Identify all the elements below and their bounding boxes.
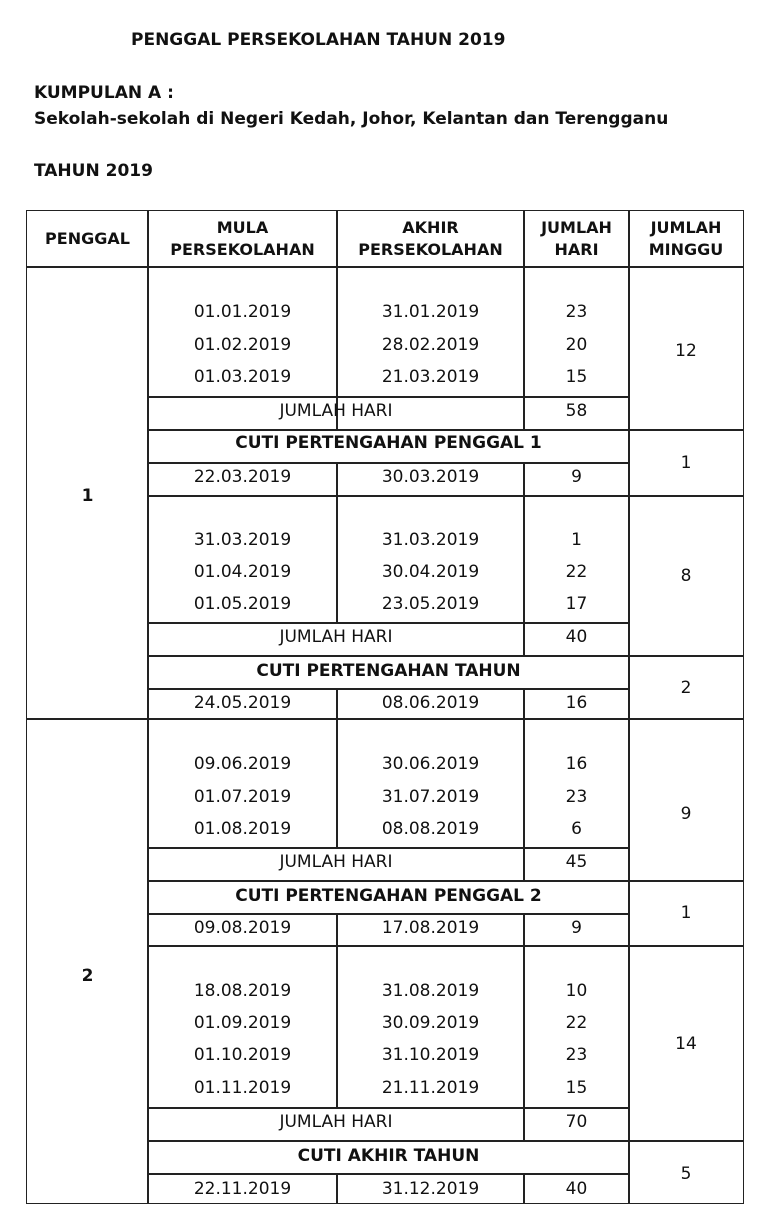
holiday-title: CUTI PERTENGAHAN TAHUN <box>256 661 521 681</box>
column-divider <box>336 211 338 267</box>
week-count: 8 <box>680 566 692 586</box>
day-count: 15 <box>565 1078 588 1098</box>
row-divider <box>147 622 629 624</box>
day-count: 10 <box>565 981 588 1001</box>
date-start: 01.09.2019 <box>193 1013 292 1033</box>
row-divider <box>147 847 629 849</box>
date-end: 30.09.2019 <box>381 1013 480 1033</box>
day-count: 20 <box>565 335 588 355</box>
date-end: 23.05.2019 <box>381 594 480 614</box>
header-mula: MULA PERSEKOLAHAN <box>170 218 315 259</box>
page-title: PENGGAL PERSEKOLAHAN TAHUN 2019 <box>131 30 506 50</box>
row-divider <box>147 1140 743 1142</box>
date-end: 31.03.2019 <box>381 530 480 550</box>
date-start: 22.03.2019 <box>193 467 292 487</box>
week-count: 2 <box>680 678 692 698</box>
date-start: 01.07.2019 <box>193 787 292 807</box>
week-count: 12 <box>675 341 697 361</box>
group-description: Sekolah-sekolah di Negeri Kedah, Johor, Kelantan dan Terengganu <box>34 109 669 129</box>
date-end: 08.06.2019 <box>381 693 480 713</box>
holiday-title: CUTI PERTENGAHAN PENGGAL 2 <box>235 886 542 906</box>
day-count: 23 <box>565 1045 588 1065</box>
penggal-divider <box>27 718 743 720</box>
date-start: 22.11.2019 <box>193 1179 292 1199</box>
header-jumlah-hari: JUMLAH HARI <box>541 218 612 259</box>
date-end: 28.02.2019 <box>381 335 480 355</box>
row-divider <box>147 495 743 497</box>
holiday-title: CUTI AKHIR TAHUN <box>297 1146 480 1166</box>
date-end: 08.08.2019 <box>381 819 480 839</box>
day-count: 6 <box>571 819 582 839</box>
date-start: 01.10.2019 <box>193 1045 292 1065</box>
day-count: 17 <box>565 594 588 614</box>
total-days: 58 <box>565 401 588 421</box>
date-start: 24.05.2019 <box>193 693 292 713</box>
day-count: 15 <box>565 367 588 387</box>
row-divider <box>147 688 629 690</box>
jumlah-hari-label: JUMLAH HARI <box>279 1112 393 1132</box>
header-penggal: PENGGAL <box>45 229 130 248</box>
date-end: 17.08.2019 <box>381 918 480 938</box>
date-start: 09.08.2019 <box>193 918 292 938</box>
header-divider <box>27 266 743 268</box>
date-start: 01.08.2019 <box>193 819 292 839</box>
jumlah-hari-label: JUMLAH HARI <box>279 852 393 872</box>
column-divider <box>523 945 525 1140</box>
week-count: 9 <box>680 804 692 824</box>
total-days: 40 <box>565 627 588 647</box>
day-count: 23 <box>565 787 588 807</box>
date-start: 01.05.2019 <box>193 594 292 614</box>
holiday-title: CUTI PERTENGAHAN PENGGAL 1 <box>235 433 542 453</box>
date-end: 21.03.2019 <box>381 367 480 387</box>
date-end: 31.08.2019 <box>381 981 480 1001</box>
date-end: 21.11.2019 <box>381 1078 480 1098</box>
week-count: 1 <box>680 903 692 923</box>
date-end: 30.03.2019 <box>381 467 480 487</box>
date-start: 18.08.2019 <box>193 981 292 1001</box>
date-end: 31.07.2019 <box>381 787 480 807</box>
jumlah-hari-label: JUMLAH HARI <box>279 401 393 421</box>
row-divider <box>147 655 743 657</box>
total-days: 70 <box>565 1112 588 1132</box>
penggal-number: 1 <box>81 486 94 506</box>
day-count: 9 <box>571 467 582 487</box>
date-start: 01.02.2019 <box>193 335 292 355</box>
group-label: KUMPULAN A : <box>34 83 174 103</box>
date-end: 30.04.2019 <box>381 562 480 582</box>
day-count: 40 <box>565 1179 588 1199</box>
day-count: 9 <box>571 918 582 938</box>
row-divider <box>147 462 629 464</box>
day-count: 23 <box>565 302 588 322</box>
row-divider <box>147 1107 629 1109</box>
day-count: 16 <box>565 693 588 713</box>
day-count: 22 <box>565 1013 588 1033</box>
day-count: 1 <box>571 530 582 550</box>
row-divider <box>147 880 743 882</box>
date-start: 01.11.2019 <box>193 1078 292 1098</box>
date-start: 09.06.2019 <box>193 754 292 774</box>
date-start: 31.03.2019 <box>193 530 292 550</box>
date-end: 31.10.2019 <box>381 1045 480 1065</box>
week-count: 14 <box>675 1034 697 1054</box>
row-divider <box>147 945 743 947</box>
school-term-table <box>26 210 744 1204</box>
year-label: TAHUN 2019 <box>34 161 153 181</box>
header-akhir: AKHIR PERSEKOLAHAN <box>358 218 503 259</box>
column-divider <box>523 211 525 267</box>
penggal-number: 2 <box>81 966 94 986</box>
row-divider <box>147 396 629 398</box>
date-start: 01.01.2019 <box>193 302 292 322</box>
date-end: 31.12.2019 <box>381 1179 480 1199</box>
total-days: 45 <box>565 852 588 872</box>
date-start: 01.03.2019 <box>193 367 292 387</box>
jumlah-hari-label: JUMLAH HARI <box>279 627 393 647</box>
day-count: 22 <box>565 562 588 582</box>
date-end: 30.06.2019 <box>381 754 480 774</box>
date-end: 31.01.2019 <box>381 302 480 322</box>
date-start: 01.04.2019 <box>193 562 292 582</box>
row-divider <box>147 429 743 431</box>
week-count: 1 <box>680 453 692 473</box>
row-divider <box>147 913 629 915</box>
header-jumlah-minggu: JUMLAH MINGGU <box>648 218 724 259</box>
week-count: 5 <box>680 1164 692 1184</box>
row-divider <box>147 1173 629 1175</box>
day-count: 16 <box>565 754 588 774</box>
